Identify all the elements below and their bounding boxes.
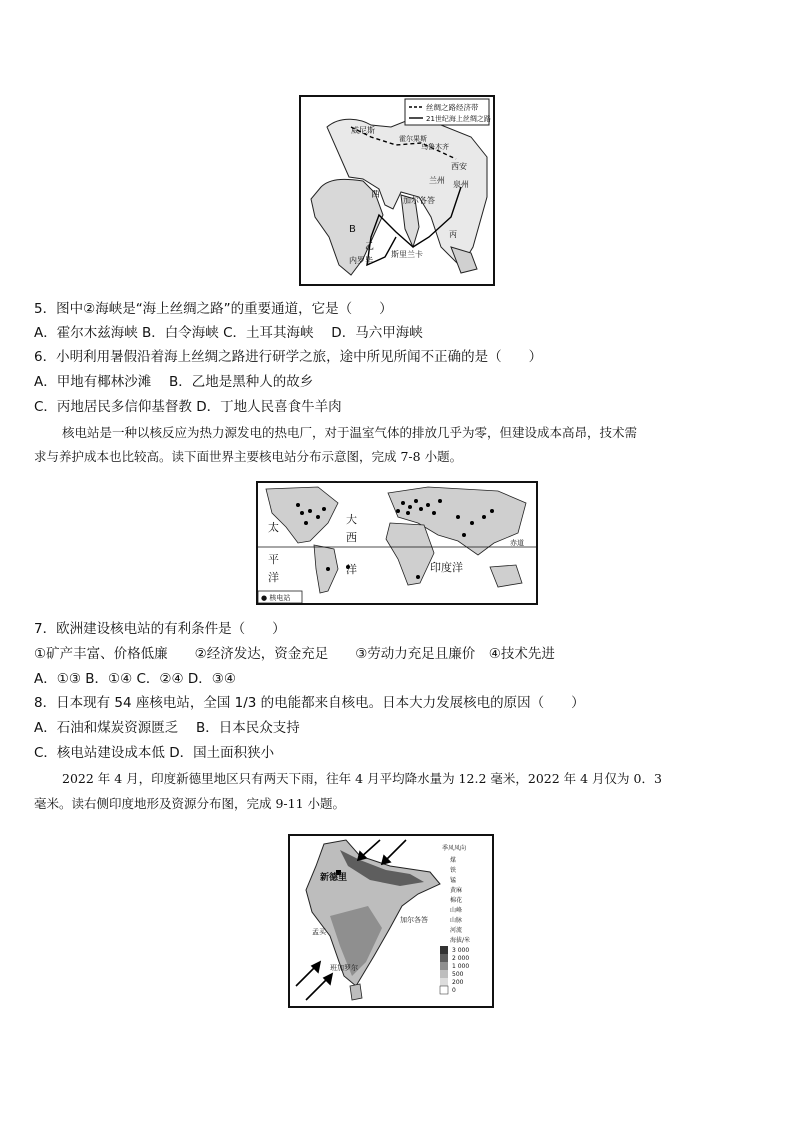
elev-200: 200 xyxy=(452,979,464,986)
legend-manganese: 锰 xyxy=(450,877,457,884)
q7-stem: 7．欧洲建设核电站的有利条件是（ ） xyxy=(34,621,286,637)
legend-sea-route: 21世纪海上丝绸之路 xyxy=(426,115,491,123)
label-b: B xyxy=(349,224,356,235)
label-xi-ocean: 西 xyxy=(346,531,357,544)
legend-mountain: 山脉 xyxy=(450,917,463,924)
elev-500: 500 xyxy=(452,971,464,978)
q8-options-1: A．石油和煤炭资源匮乏 B．日本民众支持 xyxy=(34,720,300,736)
q7-options: A．①③ B．①④ C．②④ D．③④ xyxy=(34,671,237,687)
legend-monsoon: 季风风向 xyxy=(442,845,467,852)
q7-items: ①矿产丰富、价格低廉 ②经济发达，资金充足 ③劳动力充足且廉价 ④技术先进 xyxy=(34,646,555,662)
q6-options-2: C．丙地居民多信仰基督教 D．丁地人民喜食牛羊肉 xyxy=(34,399,342,415)
intro-78-line2: 求与养护成本也比较高。读下面世界主要核电站分布示意图，完成 7-8 小题。 xyxy=(34,449,463,464)
silk-road-map xyxy=(299,95,495,286)
legend-elevation: 海拔/米 xyxy=(450,937,471,944)
legend-river: 河流 xyxy=(450,927,463,934)
label-ping: 平 xyxy=(268,553,279,566)
intro-911-line2: 毫米。读右侧印度地形及资源分布图，完成 9-11 小题。 xyxy=(34,796,346,811)
intro-911-line1: 2022 年 4 月，印度新德里地区只有两天下雨，往年 4 月平均降水量为 12.2 毫米，2022 年 4 月仅为 0．3 xyxy=(62,771,662,786)
nuclear-plant-world-map xyxy=(256,481,538,605)
legend-land-route: 丝绸之路经济带 xyxy=(426,103,479,112)
elev-2000: 2 000 xyxy=(452,955,470,962)
label-kolkata-india: 加尔各答 xyxy=(400,916,428,924)
label-bangalore: 班加罗尔 xyxy=(330,964,358,972)
label-xi: 西 xyxy=(371,190,381,200)
elev-3000: 3 000 xyxy=(452,947,470,954)
legend-jute: 黄麻 xyxy=(450,887,463,894)
q5-stem: 5．图中②海峡是“海上丝绸之路”的重要通道，它是（ ） xyxy=(34,301,393,317)
q5-options: A．霍尔木兹海峡 B．白令海峡 C．土耳其海峡 D．马六甲海峡 xyxy=(34,325,423,341)
india-terrain-resource-map xyxy=(288,834,494,1008)
label-venice: 威尼斯 xyxy=(351,126,375,135)
label-da: 大 xyxy=(346,513,357,526)
legend-iron: 铁 xyxy=(450,867,457,874)
legend-coal: 煤 xyxy=(450,857,457,864)
label-bing: 丙 xyxy=(449,230,457,239)
q8-options-2: C．核电站建设成本低 D．国土面积狭小 xyxy=(34,745,275,761)
label-yang-pacific: 洋 xyxy=(268,571,279,584)
intro-78-line1: 核电站是一种以核反应为热力源发电的热电厂，对于温室气体的排放几乎为零，但建设成本高昂，技术需 xyxy=(62,425,638,440)
q6-options-1: A．甲地有椰林沙滩 B．乙地是黑种人的故乡 xyxy=(34,374,314,390)
label-kolkata: 加尔各答 xyxy=(403,196,435,205)
label-tai: 太 xyxy=(268,521,279,534)
label-equator: 赤道 xyxy=(510,539,524,547)
label-new-delhi: 新德里 xyxy=(320,873,348,883)
label-xian: 西安 xyxy=(451,162,467,171)
q8-stem: 8．日本现有 54 座核电站，全国 1/3 的电能都来自核电。日本大力发展核电的原因（ ） xyxy=(34,695,585,711)
elev-1000: 1 000 xyxy=(452,963,470,970)
label-yang-atlantic: 洋 xyxy=(346,563,357,576)
label-urumqi: 乌鲁木齐 xyxy=(421,143,449,151)
label-sri-lanka: 斯里兰卡 xyxy=(391,250,423,259)
label-quanzhou: 泉州 xyxy=(453,180,469,189)
q6-stem: 6．小明利用暑假沿着海上丝绸之路进行研学之旅，途中所见所闻不正确的是（ ） xyxy=(34,349,543,365)
legend-nuclear-plant: ● 核电站 xyxy=(261,594,291,602)
label-indian-ocean: 印度洋 xyxy=(430,561,463,574)
label-nairobi: 内罗毕 xyxy=(349,256,373,265)
label-yi: 乙 xyxy=(365,242,375,252)
label-khorgos: 霍尔果斯 xyxy=(399,135,427,143)
label-mumbai: 孟买 xyxy=(312,928,326,936)
legend-peak: 山峰 xyxy=(450,907,463,914)
elev-0: 0 xyxy=(452,987,456,994)
legend-cotton: 棉花 xyxy=(450,897,463,904)
label-lanzhou: 兰州 xyxy=(429,176,445,185)
